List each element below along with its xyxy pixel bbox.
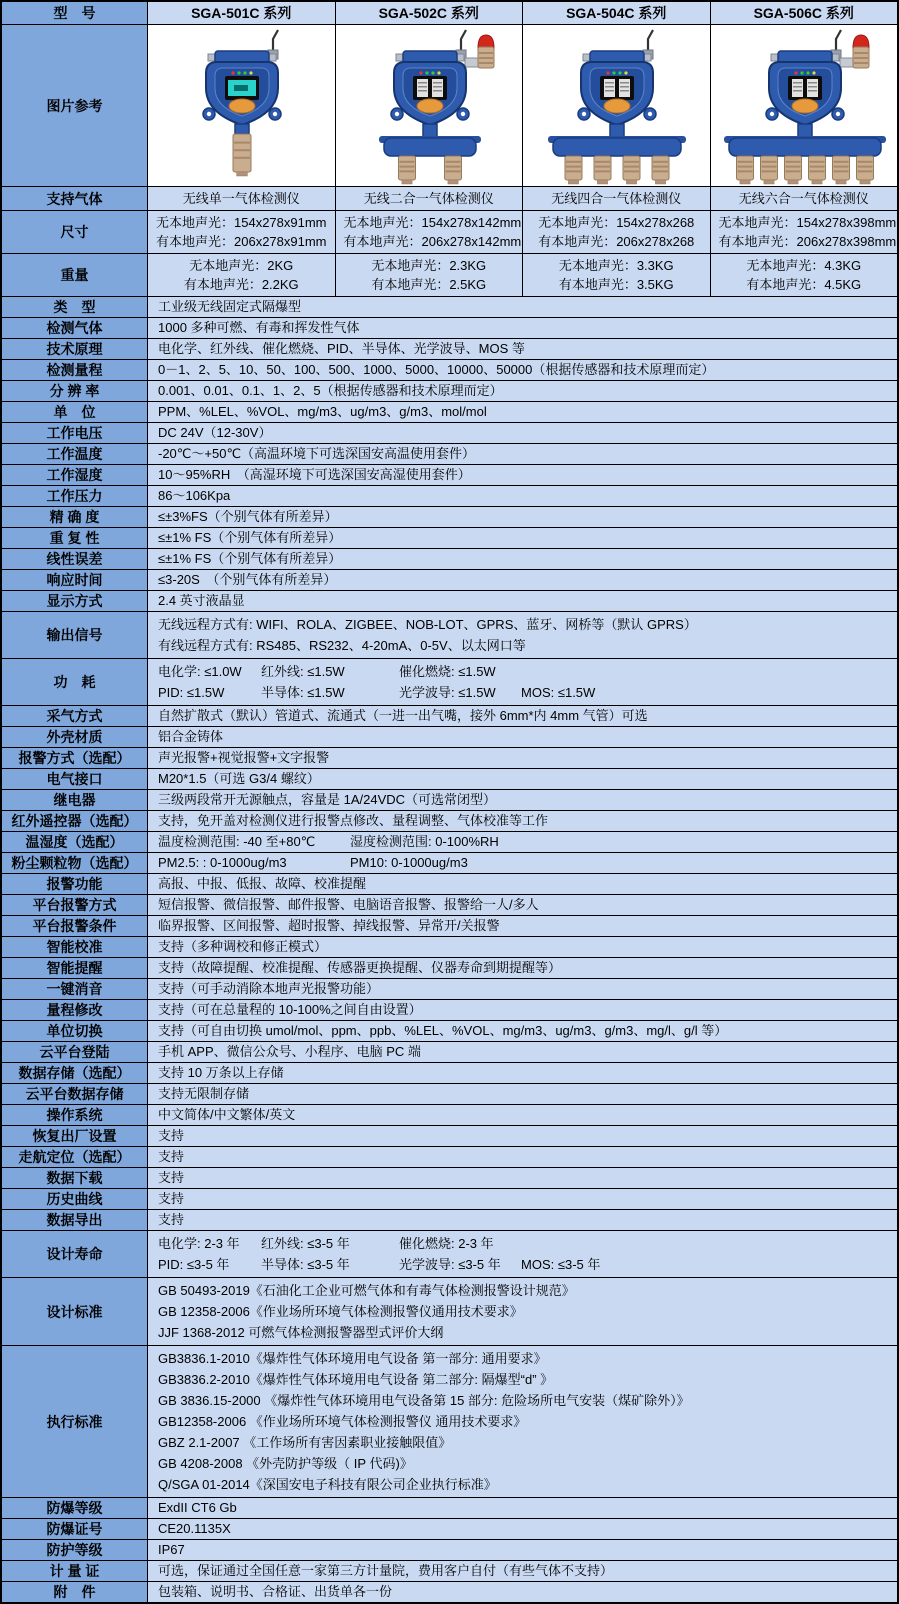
value-segment: 0.001、0.01、0.1、1、2、5（根据传感器和技术原理而定）: [158, 383, 503, 398]
row-label: 外壳材质: [2, 727, 147, 747]
manifold-illustration: [729, 138, 881, 156]
value-segment: 半导体: ≤3-5 年: [261, 1257, 350, 1272]
value-segment: 电化学、红外线、催化燃烧、PID、半导体、光学波导、MOS 等: [158, 341, 525, 356]
row-value: [147, 528, 897, 548]
row-value: [147, 1519, 897, 1539]
spec-row-6: [2, 423, 897, 444]
value-segment: MOS: ≤3-5 年: [521, 1257, 601, 1272]
row-value: [147, 423, 897, 443]
spec-row-3: [2, 360, 897, 381]
device-illustration-sga-504c: [524, 26, 708, 186]
row-label: 平台报警方式: [2, 895, 147, 915]
row-value: [147, 958, 897, 978]
value-segment: PM10: 0-1000ug/m3: [350, 855, 468, 870]
row-value: [147, 748, 897, 768]
value-segment: GB 50493-2019《石油化工企业可燃气体和有毒气体检测报警设计规范》: [158, 1283, 575, 1298]
row-value: [147, 1498, 897, 1518]
size-value: 无本地声光：154x278x91mm 有本地声光：206x278x91mm: [147, 211, 335, 253]
value-segment: Q/SGA 01-2014《深国安电子科技有限公司企业执行标准》: [158, 1477, 497, 1492]
value-segment: 短信报警、微信报警、邮件报警、电脑语音报警、报警给一人/多人: [158, 897, 539, 912]
value-segment: 铝合金铸体: [158, 729, 224, 744]
spec-row-48: [2, 1561, 897, 1582]
row-value: [147, 1540, 897, 1560]
manifold-illustration: [553, 138, 681, 156]
row-label: 检测量程: [2, 360, 147, 380]
row-label: 重 复 性: [2, 528, 147, 548]
row-value: [147, 874, 897, 894]
row-value: [147, 591, 897, 611]
row-value: [147, 486, 897, 506]
row-label: 数据存储（选配）: [2, 1063, 147, 1083]
spec-row-36: [2, 1105, 897, 1126]
row-label-size: 尺寸: [2, 211, 147, 253]
value-segment: 工业级无线固定式隔爆型: [158, 299, 302, 314]
row-value: [147, 297, 897, 317]
value-segment: 有线远程方式有: RS485、RS232、4-20mA、0-5V、以太网口等: [158, 638, 526, 653]
spec-row-5: [2, 402, 897, 423]
spec-row-9: [2, 486, 897, 507]
spec-row-15: [2, 612, 897, 659]
row-value: [147, 979, 897, 999]
row-value: [147, 1346, 897, 1497]
spec-row-35: [2, 1084, 897, 1105]
sensor-head-illustration: [856, 156, 873, 184]
spec-row-44: [2, 1346, 897, 1498]
value-segment: 催化燃烧: ≤1.5W: [399, 664, 496, 679]
spec-row-25: [2, 874, 897, 895]
row-label: 设计寿命: [2, 1231, 147, 1277]
value-segment: PM2.5: : 0-1000ug/m3: [158, 855, 287, 870]
support-gas-value: 无线六合一气体检测仪: [710, 187, 898, 210]
header-label-model: 型 号: [2, 2, 147, 24]
row-label: 防爆证号: [2, 1519, 147, 1539]
image-row: [2, 25, 897, 187]
spec-row-38: [2, 1147, 897, 1168]
header-row: [2, 2, 897, 25]
device-illustration-sga-502c: [337, 26, 521, 186]
value-segment: MOS: ≤1.5W: [521, 685, 596, 700]
value-segment: 可选，保证通过全国任意一家第三方计量院，费用客户自付（有些气体不支持）: [158, 1563, 614, 1578]
row-value: [147, 916, 897, 936]
row-value: [147, 1278, 897, 1345]
value-segment: 半导体: ≤1.5W: [261, 685, 345, 700]
row-label: 附 件: [2, 1582, 147, 1602]
beacon-illustration: [465, 35, 494, 68]
value-segment: 支持（可在总量程的 10-100%之间自由设置）: [158, 1002, 422, 1017]
row-label: 温湿度（选配）: [2, 832, 147, 852]
row-label: 报警功能: [2, 874, 147, 894]
spec-rows: [2, 297, 897, 1602]
product-image-sga-502c: [335, 25, 523, 186]
device-illustration-sga-501c: [149, 26, 333, 186]
spec-row-31: [2, 1000, 897, 1021]
value-segment: 高报、中报、低报、故障、校准提醒: [158, 876, 367, 891]
row-label: 检测气体: [2, 318, 147, 338]
product-image-sga-506c: [710, 25, 898, 186]
row-label: 单位切换: [2, 1021, 147, 1041]
spec-row-33: [2, 1042, 897, 1063]
row-label: 单 位: [2, 402, 147, 422]
header-model-sga-501c: SGA-501C 系列: [147, 2, 335, 24]
value-segment: 临界报警、区间报警、超时报警、掉线报警、异常开/关报警: [158, 918, 500, 933]
row-label-support-gas: 支持气体: [2, 187, 147, 210]
device-button-illustration: [229, 99, 255, 113]
value-segment: 86～106Kpa: [158, 488, 231, 503]
row-value: [147, 381, 897, 401]
row-value: [147, 1000, 897, 1020]
value-segment: ≤±1% FS（个别气体有所差异）: [158, 551, 342, 566]
row-value: [147, 402, 897, 422]
value-segment: IP67: [158, 1542, 185, 1557]
row-value: [147, 769, 897, 789]
spec-row-34: [2, 1063, 897, 1084]
value-segment: 红外线: ≤3-5 年: [261, 1236, 350, 1251]
row-value: [147, 612, 897, 658]
row-value: [147, 1210, 897, 1230]
value-segment: 2.4 英寸液晶显: [158, 593, 245, 608]
weight-value: 无本地声光：2.3KG 有本地声光：2.5KG: [335, 254, 523, 296]
row-value: [147, 1021, 897, 1041]
product-image-sga-501c: [147, 25, 335, 186]
row-label: 分 辨 率: [2, 381, 147, 401]
value-segment: 10～95%RH （高湿环境下可选深国安高湿使用套件）: [158, 467, 471, 482]
value-segment: 光学波导: ≤3-5 年: [399, 1257, 501, 1272]
row-label: 电气接口: [2, 769, 147, 789]
row-value: [147, 1582, 897, 1602]
row-label: 功 耗: [2, 659, 147, 705]
value-segment: GB 3836.15-2000 《爆炸性气体环境用电气设备第 15 部分: 危险场所电气安装（煤矿除外）》: [158, 1393, 690, 1408]
row-label: 平台报警条件: [2, 916, 147, 936]
value-segment: PID: ≤1.5W: [158, 685, 225, 700]
value-segment: 支持 10 万条以上存储: [158, 1065, 284, 1080]
value-segment: 支持: [158, 1212, 185, 1227]
spec-row-43: [2, 1278, 897, 1346]
spec-row-16: [2, 659, 897, 706]
sensor-head-illustration: [233, 134, 251, 176]
size-value: 无本地声光：154x278x142mm 有本地声光：206x278x142mm: [335, 211, 523, 253]
value-segment: JJF 1368-2012 可燃气体检测报警器型式评价大纲: [158, 1325, 444, 1340]
value-segment: 自然扩散式（默认）管道式、流通式（一进一出气嘴，接外 6mm*内 4mm 气管）可选: [158, 708, 648, 723]
row-label: 操作系统: [2, 1105, 147, 1125]
row-label: 粉尘颗粒物（选配）: [2, 853, 147, 873]
spec-row-37: [2, 1126, 897, 1147]
spec-row-13: [2, 570, 897, 591]
spec-row-7: [2, 444, 897, 465]
row-label-weight: 重量: [2, 254, 147, 296]
support-gas-row: [2, 187, 897, 211]
spec-row-10: [2, 507, 897, 528]
value-segment: 支持（多种调校和修正模式）: [158, 939, 328, 954]
row-value: [147, 937, 897, 957]
row-value: [147, 1042, 897, 1062]
value-segment: 支持: [158, 1128, 185, 1143]
row-label: 计 量 证: [2, 1561, 147, 1581]
row-label: 输出信号: [2, 612, 147, 658]
spec-row-26: [2, 895, 897, 916]
sensor-head-illustration: [736, 156, 753, 184]
spec-row-17: [2, 706, 897, 727]
support-gas-value: 无线二合一气体检测仪: [335, 187, 523, 210]
spec-row-8: [2, 465, 897, 486]
value-segment: 包装箱、说明书、合格证、出货单各一份: [158, 1584, 393, 1599]
row-value: [147, 1105, 897, 1125]
row-value: [147, 570, 897, 590]
row-label: 走航定位（选配）: [2, 1147, 147, 1167]
row-value: [147, 360, 897, 380]
row-value: [147, 1147, 897, 1167]
size-value: 无本地声光：154x278x268 有本地声光：206x278x268: [522, 211, 710, 253]
row-label: 采气方式: [2, 706, 147, 726]
spec-row-11: [2, 528, 897, 549]
value-segment: PID: ≤3-5 年: [158, 1257, 230, 1272]
header-model-sga-502c: SGA-502C 系列: [335, 2, 523, 24]
value-segment: ≤3-20S （个别气体有所差异）: [158, 572, 337, 587]
spec-row-24: [2, 853, 897, 874]
row-label: 防爆等级: [2, 1498, 147, 1518]
spec-row-42: [2, 1231, 897, 1278]
manifold-illustration: [384, 138, 476, 156]
value-segment: 光学波导: ≤1.5W: [399, 685, 496, 700]
value-segment: 三级两段常开无源触点，容量是 1A/24VDC（可选常闭型）: [158, 792, 497, 807]
value-segment: 1000 多种可燃、有毒和挥发性气体: [158, 320, 360, 335]
spec-row-47: [2, 1540, 897, 1561]
value-segment: M20*1.5（可选 G3/4 螺纹）: [158, 771, 320, 786]
spec-row-14: [2, 591, 897, 612]
row-label: 一键消音: [2, 979, 147, 999]
sensor-head-illustration: [652, 156, 669, 184]
value-segment: 支持: [158, 1149, 185, 1164]
spec-row-22: [2, 811, 897, 832]
weight-value: 无本地声光：3.3KG 有本地声光：3.5KG: [522, 254, 710, 296]
row-label: 量程修改: [2, 1000, 147, 1020]
row-label: 工作电压: [2, 423, 147, 443]
spec-row-49: [2, 1582, 897, 1602]
value-segment: 支持: [158, 1191, 185, 1206]
spec-row-46: [2, 1519, 897, 1540]
row-label: 防护等级: [2, 1540, 147, 1560]
row-label: 工作湿度: [2, 465, 147, 485]
row-value: [147, 507, 897, 527]
row-label: 智能校准: [2, 937, 147, 957]
spec-row-23: [2, 832, 897, 853]
value-segment: GB 12358-2006《作业场所环境气体检测报警仪通用技术要求》: [158, 1304, 523, 1319]
value-segment: GB3836.2-2010《爆炸性气体环境用电气设备 第二部分: 隔爆型“d” 》: [158, 1372, 554, 1387]
size-row: [2, 211, 897, 254]
weight-value: 无本地声光：4.3KG 有本地声光：4.5KG: [710, 254, 898, 296]
value-segment: 支持无限制存储: [158, 1086, 250, 1101]
row-value: [147, 706, 897, 726]
value-segment: 支持（可手动消除本地声光报警功能）: [158, 981, 380, 996]
sensor-head-illustration: [565, 156, 582, 184]
value-segment: 0－1、2、5、10、50、100、500、1000、5000、10000、50000（根据传感器和技术原理而定）: [158, 362, 715, 377]
row-label: 历史曲线: [2, 1189, 147, 1209]
row-value: [147, 549, 897, 569]
value-segment: 湿度检测范围: 0-100%RH: [350, 834, 499, 849]
spec-row-39: [2, 1168, 897, 1189]
row-label: 报警方式（选配）: [2, 748, 147, 768]
spec-row-0: [2, 297, 897, 318]
value-segment: 声光报警+视觉报警+文字报警: [158, 750, 330, 765]
value-segment: 支持，免开盖对检测仪进行报警点修改、量程调整、气体校准等工作: [158, 813, 549, 828]
row-value: [147, 1126, 897, 1146]
row-value: [147, 832, 897, 852]
row-label: 类 型: [2, 297, 147, 317]
row-value: [147, 1231, 897, 1277]
value-segment: -20℃～+50℃（高温环境下可选深国安高温使用套件）: [158, 446, 476, 461]
device-button-illustration: [792, 99, 818, 113]
value-segment: GB3836.1-2010《爆炸性气体环境用电气设备 第一部分: 通用要求》: [158, 1351, 547, 1366]
row-label: 恢复出厂设置: [2, 1126, 147, 1146]
row-label: 显示方式: [2, 591, 147, 611]
spec-row-29: [2, 958, 897, 979]
value-segment: 中文简体/中文繁体/英文: [158, 1107, 296, 1122]
row-value: [147, 444, 897, 464]
support-gas-value: 无线单一气体检测仪: [147, 187, 335, 210]
value-segment: 电化学: 2-3 年: [158, 1236, 240, 1251]
row-label: 工作压力: [2, 486, 147, 506]
value-segment: 红外线: ≤1.5W: [261, 664, 345, 679]
row-value: [147, 659, 897, 705]
row-label: 数据下载: [2, 1168, 147, 1188]
sensor-head-illustration: [784, 156, 801, 184]
row-label: 红外遥控器（选配）: [2, 811, 147, 831]
value-segment: GB12358-2006 《作业场所环境气体检测报警仪 通用技术要求》: [158, 1414, 527, 1429]
row-value: [147, 1084, 897, 1104]
row-value: [147, 895, 897, 915]
row-label: 继电器: [2, 790, 147, 810]
sensor-head-illustration: [398, 156, 415, 184]
row-value: [147, 811, 897, 831]
row-value: [147, 339, 897, 359]
value-segment: 催化燃烧: 2-3 年: [399, 1236, 494, 1251]
row-label: 精 确 度: [2, 507, 147, 527]
value-segment: 手机 APP、微信公众号、小程序、电脑 PC 端: [158, 1044, 421, 1059]
value-segment: ≤±1% FS（个别气体有所差异）: [158, 530, 342, 545]
row-label: 工作温度: [2, 444, 147, 464]
value-segment: ≤±3%FS（个别气体有所差异）: [158, 509, 338, 524]
sensor-head-illustration: [623, 156, 640, 184]
row-value: [147, 790, 897, 810]
size-value: 无本地声光：154x278x398mm 有本地声光：206x278x398mm: [710, 211, 898, 253]
row-value: [147, 465, 897, 485]
header-model-sga-504c: SGA-504C 系列: [522, 2, 710, 24]
spec-row-21: [2, 790, 897, 811]
device-button-illustration: [604, 99, 630, 113]
spec-row-32: [2, 1021, 897, 1042]
value-segment: 电化学: ≤1.0W: [158, 664, 242, 679]
device-illustration-sga-506c: [712, 26, 896, 186]
spec-row-27: [2, 916, 897, 937]
row-label: 响应时间: [2, 570, 147, 590]
sensor-head-illustration: [594, 156, 611, 184]
header-model-sga-506c: SGA-506C 系列: [710, 2, 898, 24]
row-label-image: 图片参考: [2, 25, 147, 186]
row-label: 技术原理: [2, 339, 147, 359]
spec-row-45: [2, 1498, 897, 1519]
spec-row-28: [2, 937, 897, 958]
row-label: 智能提醒: [2, 958, 147, 978]
sensor-head-illustration: [808, 156, 825, 184]
row-value: [147, 1063, 897, 1083]
row-label: 云平台登陆: [2, 1042, 147, 1062]
row-value: [147, 1561, 897, 1581]
value-segment: PPM、%LEL、%VOL、mg/m3、ug/m3、g/m3、mol/mol: [158, 404, 487, 419]
weight-row: [2, 254, 897, 297]
row-label: 设计标准: [2, 1278, 147, 1345]
value-segment: 无线远程方式有: WIFI、ROLA、ZIGBEE、NOB-LOT、GPRS、蓝牙、网桥等（默认 GPRS）: [158, 617, 697, 632]
sensor-head-illustration: [760, 156, 777, 184]
row-value: [147, 318, 897, 338]
row-value: [147, 1168, 897, 1188]
value-segment: DC 24V（12-30V）: [158, 425, 272, 440]
value-segment: GB 4208-2008 《外壳防护等级（ IP 代码)》: [158, 1456, 413, 1471]
row-value: [147, 853, 897, 873]
row-value: [147, 727, 897, 747]
value-segment: 支持（故障提醒、校准提醒、传感器更换提醒、仪器寿命到期提醒等）: [158, 960, 562, 975]
spec-row-30: [2, 979, 897, 1000]
spec-row-19: [2, 748, 897, 769]
value-segment: 支持: [158, 1170, 185, 1185]
spec-row-1: [2, 318, 897, 339]
weight-value: 无本地声光：2KG 有本地声光：2.2KG: [147, 254, 335, 296]
spec-row-12: [2, 549, 897, 570]
device-button-illustration: [417, 99, 443, 113]
row-label: 执行标准: [2, 1346, 147, 1497]
spec-row-2: [2, 339, 897, 360]
product-image-sga-504c: [522, 25, 710, 186]
value-segment: GBZ 2.1-2007 《工作场所有害因素职业接触限值》: [158, 1435, 452, 1450]
value-segment: CE20.1135X: [158, 1521, 231, 1536]
spec-row-20: [2, 769, 897, 790]
value-segment: 温度检测范围: -40 至+80℃: [158, 834, 316, 849]
value-segment: ExdII CT6 Gb: [158, 1500, 237, 1515]
spec-row-4: [2, 381, 897, 402]
sensor-head-illustration: [832, 156, 849, 184]
row-label: 云平台数据存储: [2, 1084, 147, 1104]
row-label: 数据导出: [2, 1210, 147, 1230]
sensor-head-illustration: [444, 156, 461, 184]
spec-row-18: [2, 727, 897, 748]
spec-row-40: [2, 1189, 897, 1210]
value-segment: 支持（可自由切换 umol/mol、ppm、ppb、%LEL、%VOL、mg/m3、ug/m3、g/m3、mg/l、g/l 等）: [158, 1023, 728, 1038]
spec-row-41: [2, 1210, 897, 1231]
beacon-illustration: [840, 35, 869, 68]
support-gas-value: 无线四合一气体检测仪: [522, 187, 710, 210]
row-label: 线性误差: [2, 549, 147, 569]
row-value: [147, 1189, 897, 1209]
